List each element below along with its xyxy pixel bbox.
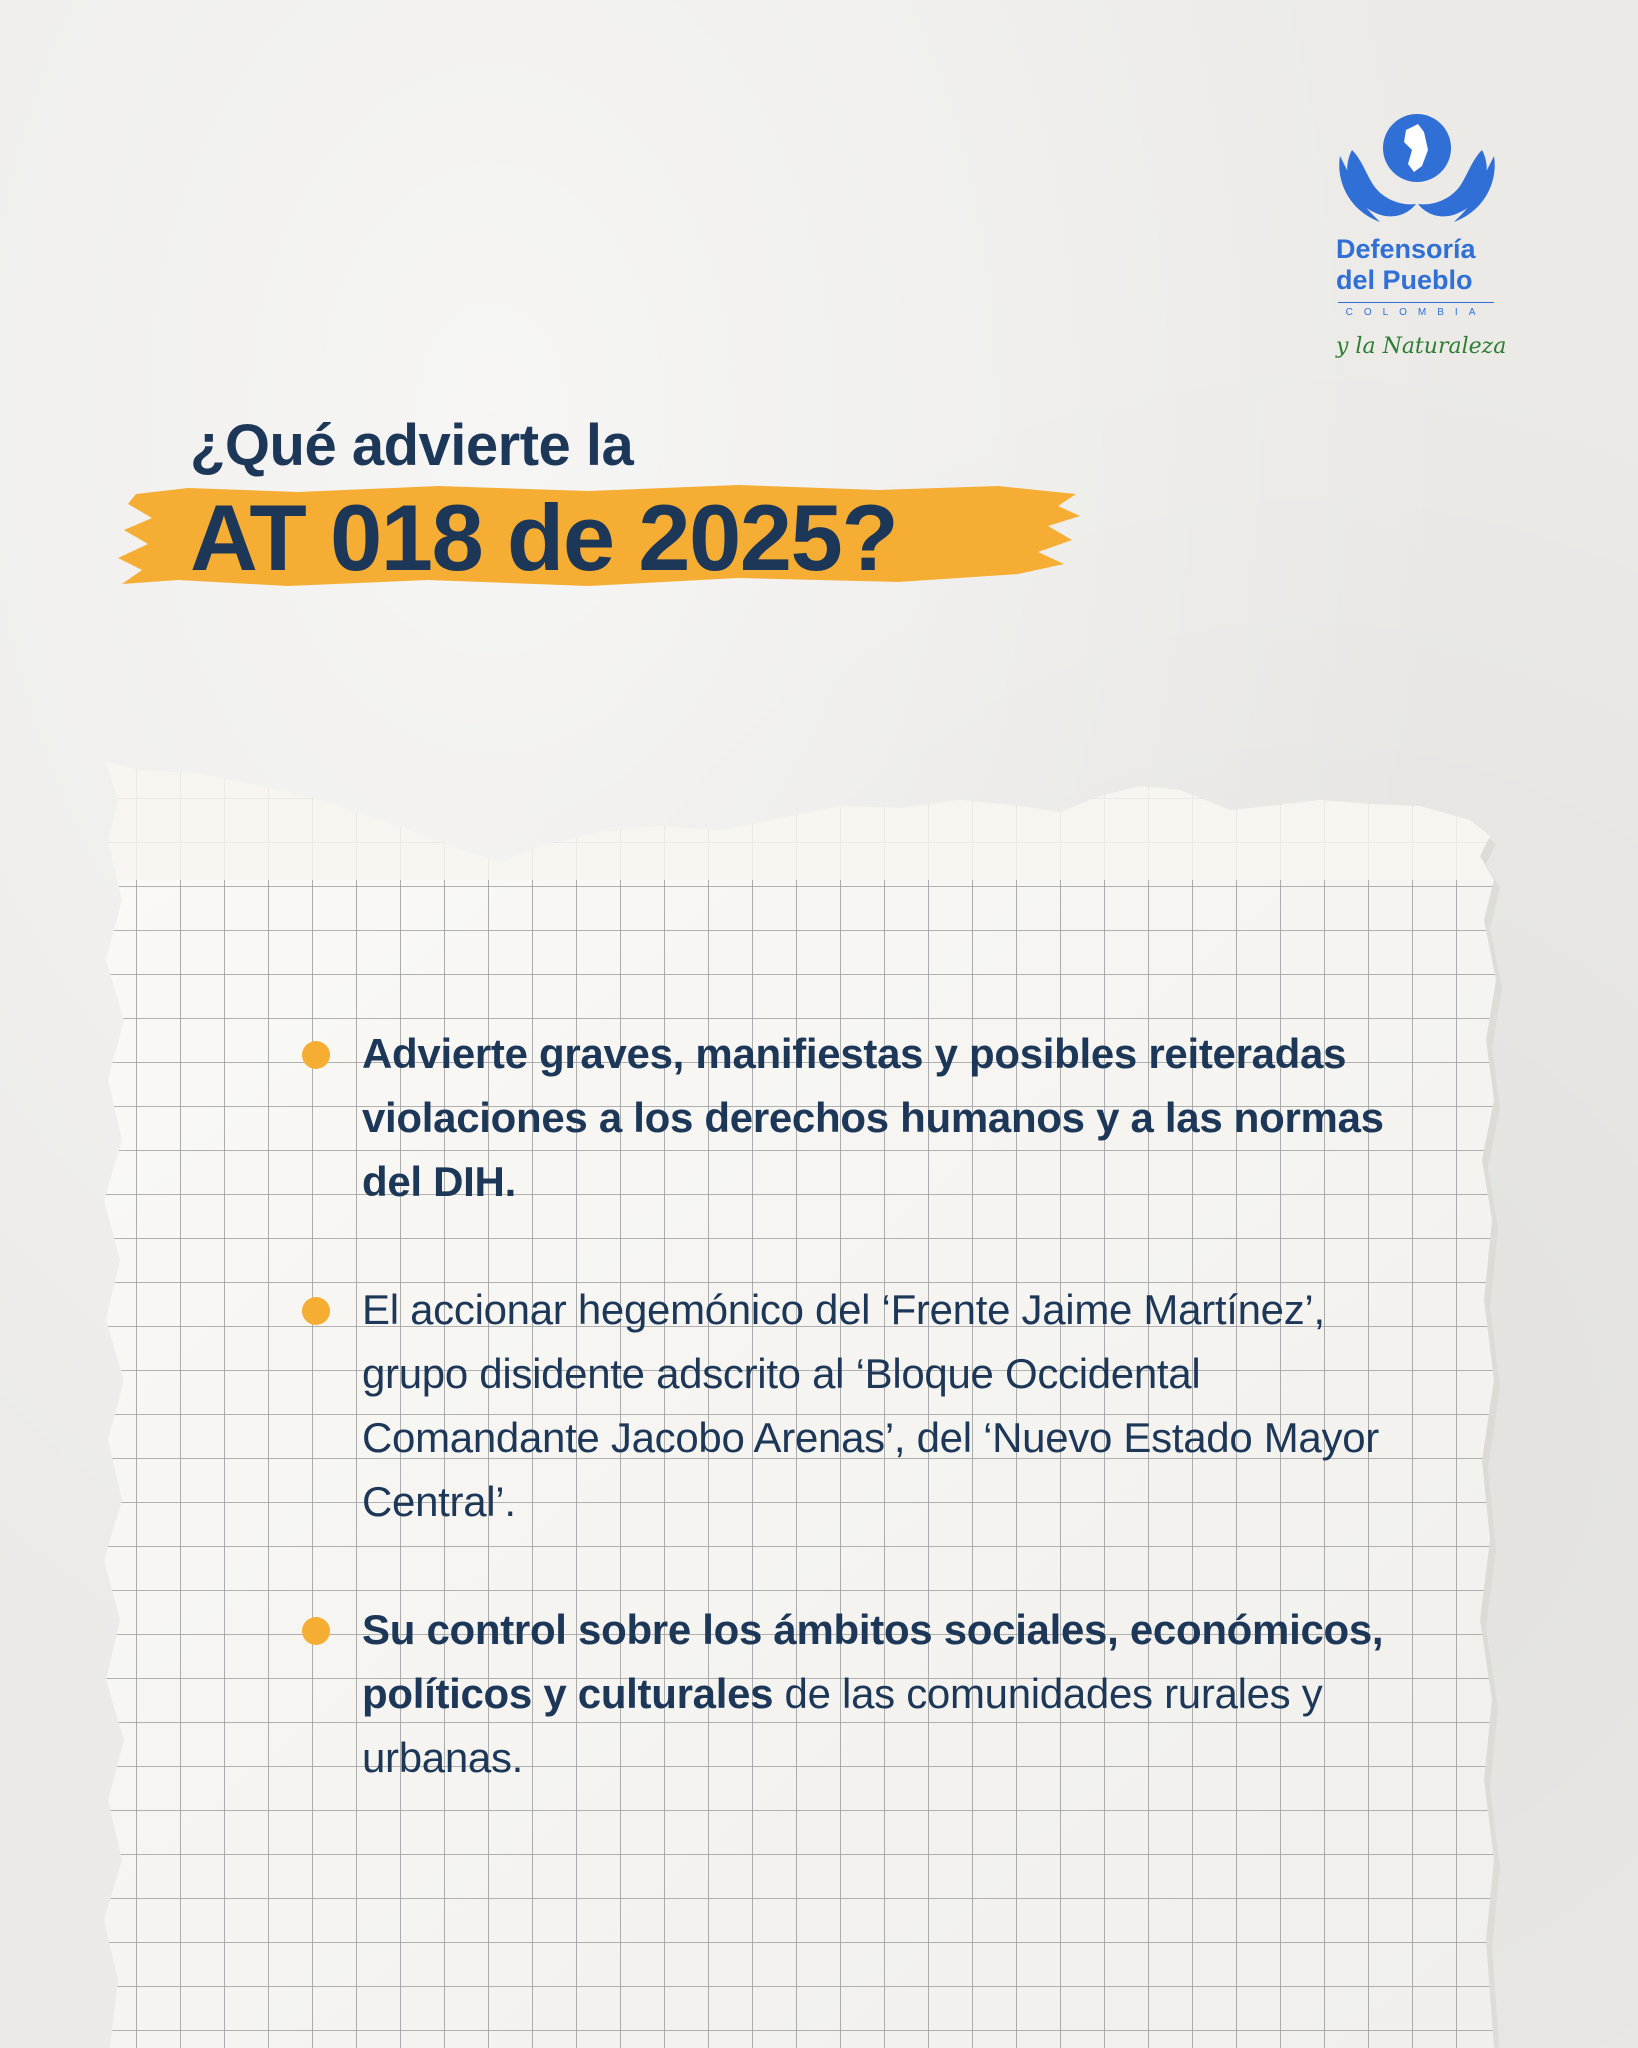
bullet-item-3 [300,1598,1400,1790]
logo-tagline: y la Naturaleza [1336,334,1507,359]
bullet-text-3-bold: Su control sobre los ámbitos sociales, económicos, políticos y culturales [362,1606,1384,1717]
bullet-item-1 [300,1022,1400,1214]
bullet-item-2 [300,1278,1400,1534]
bullet-text-1: Advierte graves, manifiestas y posibles reiteradas violaciones a los derechos humanos y a las normas del DIH. [362,1030,1384,1205]
bullet-list [300,1022,1400,1854]
title-line1: ¿Qué advierte la [190,413,634,478]
bullet-dot [302,1297,330,1325]
title-line2: AT 018 de 2025? [190,485,898,590]
bullet-text-2: El accionar hegemónico del ‘Frente Jaime Martínez’, grupo disidente adscrito al ‘Bloque Occidental Comandante Jacobo Arenas’, del ‘Nuevo Estado Mayor Central’. [362,1286,1379,1525]
bullet-text-3-regular: de las comunidades rurales y urbanas. [362,1670,1323,1781]
logo-name-line1: Defensoría [1336,234,1476,264]
logo-name-line2: del Pueblo [1336,265,1473,295]
bullet-dot [302,1617,330,1645]
bullet-text-3 [362,1598,1400,1790]
bullet-dot [302,1041,330,1069]
logo-country: COLOMBIA [1338,302,1494,318]
